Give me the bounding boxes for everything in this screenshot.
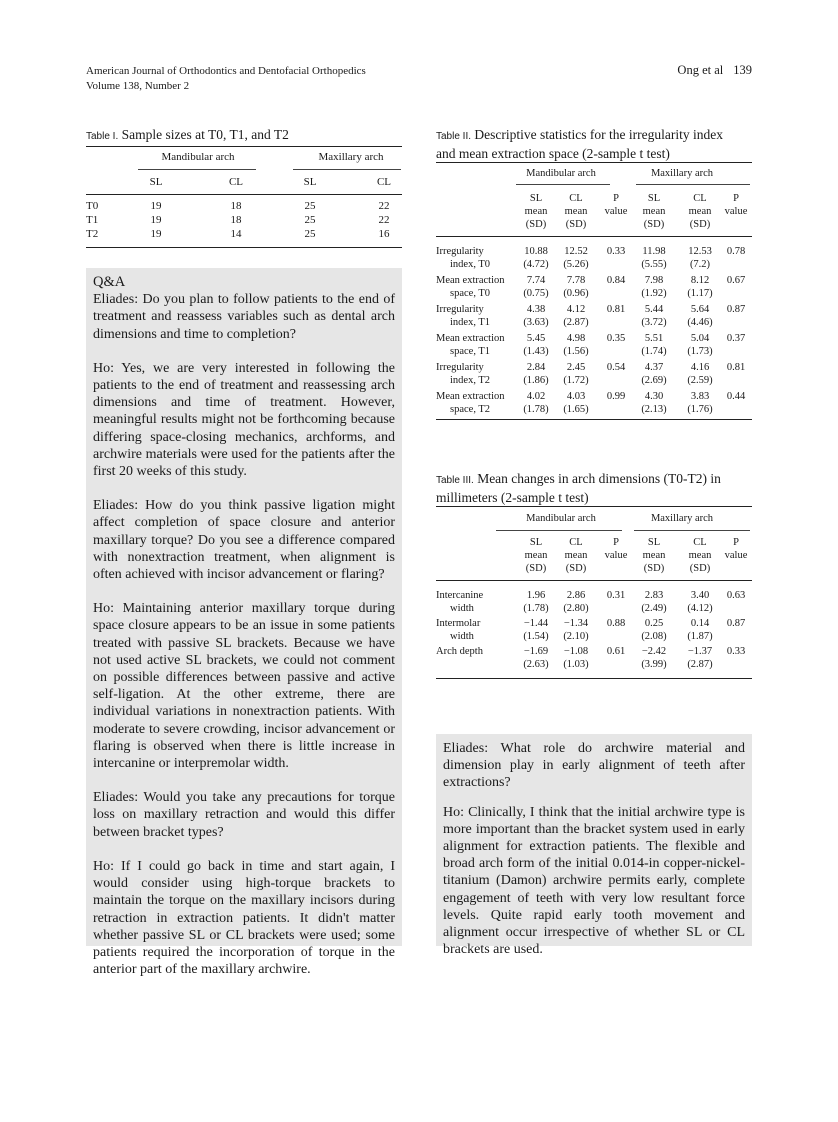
table2-cell: 7.74 [526, 275, 546, 286]
journal-volume: Volume 138, Number 2 [86, 80, 190, 92]
journal-name: American Journal of Orthodontics and Dentofacial Orthopedics [86, 65, 366, 77]
table2-cell: 4.03 [566, 391, 586, 402]
table2-row-label: Mean extraction [436, 391, 505, 402]
table-1-group-mandibular: Mandibular arch [161, 151, 235, 163]
table2-cell: 11.98 [642, 246, 666, 257]
table3-row-label: width [450, 631, 474, 642]
table2-row-label: index, T1 [450, 317, 491, 328]
table2-col-head: P [733, 193, 739, 204]
table2-col-head: value [604, 206, 628, 217]
table3-col-head: value [604, 550, 628, 561]
table3-col-head: (SD) [689, 563, 711, 574]
table-1-cell: 19 [150, 214, 162, 226]
table2-cell-sd: (4.72) [523, 259, 549, 270]
table-1-col-header: CL [376, 176, 392, 188]
question-4: Eliades: What role do archwire material and dimension play in early alignment of teeth after extractions? [443, 741, 745, 791]
table-2-title-line2: and mean extraction space (2-sample t test) [436, 146, 670, 161]
answer-3: Ho: If I could go back in time and start again, I would consider using high-torque brackets to maintain the torque on the maxillary incisors during retraction in extraction patients. It didn't matter whether passive SL or CL brackets were used; some patients required the incorporation of torque in the anterior part of the maxillary archwire. [93, 858, 395, 978]
table-2-group-maxillary: Maxillary arch [650, 168, 714, 179]
table2-cell: 0.81 [726, 362, 746, 373]
table2-col-head: CL [569, 193, 583, 204]
table-2-label: Table II. [436, 131, 472, 142]
table-2-group-mandibular: Mandibular arch [526, 168, 596, 179]
table-3-label: Table III. [436, 475, 474, 486]
table2-row-label: Irregularity [436, 246, 484, 257]
table3-row-label: Intermolar [436, 618, 481, 629]
table3-cell: 0.87 [726, 618, 746, 629]
table2-cell: 5.64 [690, 304, 710, 315]
table2-cell: 2.45 [566, 362, 586, 373]
table3-cell-sd: (1.03) [563, 659, 589, 670]
table2-cell-sd: (3.63) [523, 317, 549, 328]
table2-row-label: Mean extraction [436, 333, 505, 344]
table2-cell: 10.88 [524, 246, 548, 257]
table2-col-head: (SD) [525, 219, 547, 230]
table3-cell-sd: (2.10) [563, 631, 589, 642]
table2-cell: 4.30 [644, 391, 664, 402]
table3-cell: 0.88 [606, 618, 626, 629]
table3-cell-sd: (3.99) [641, 659, 667, 670]
table2-cell-sd: (2.13) [641, 404, 667, 415]
table2-cell-sd: (0.96) [563, 288, 589, 299]
table2-cell: 0.84 [606, 275, 626, 286]
table-3-group-mandibular: Mandibular arch [526, 513, 596, 524]
table3-cell-sd: (1.54) [523, 631, 549, 642]
table-2-title-line1: Descriptive statistics for the irregularity index [474, 127, 723, 142]
table2-cell-sd: (7.2) [689, 259, 711, 270]
table3-col-head: CL [693, 537, 707, 548]
table2-row-label: Irregularity [436, 362, 484, 373]
table2-cell-sd: (1.43) [523, 346, 549, 357]
table2-cell: 8.12 [690, 275, 710, 286]
table2-cell-sd: (1.65) [563, 404, 589, 415]
table2-cell: 4.16 [690, 362, 710, 373]
table-1-row-label: T2 [86, 228, 99, 240]
table-1 [86, 126, 402, 256]
table2-cell-sd: (1.56) [563, 346, 589, 357]
table-1-col-header: CL [228, 176, 244, 188]
table3-row-label: width [450, 603, 474, 614]
table3-col-head: SL [647, 537, 661, 548]
table2-cell-sd: (5.55) [641, 259, 667, 270]
table-1-col-header: SL [149, 176, 163, 188]
table3-cell-sd: (2.49) [641, 603, 667, 614]
table3-cell-sd: (2.63) [523, 659, 549, 670]
table2-cell: 4.38 [526, 304, 546, 315]
table2-cell-sd: (1.78) [523, 404, 549, 415]
table2-cell-sd: (2.59) [687, 375, 713, 386]
table-1-row-label: T1 [86, 214, 99, 226]
table-3-group-maxillary: Maxillary arch [650, 513, 714, 524]
table3-cell: −1.34 [563, 618, 589, 629]
running-header-left [86, 64, 366, 94]
table3-col-head: mean [524, 550, 548, 561]
table-1-cell: 22 [378, 200, 390, 212]
table2-cell-sd: (5.26) [563, 259, 589, 270]
table2-cell: 7.98 [644, 275, 664, 286]
table2-cell: 5.45 [526, 333, 546, 344]
table2-cell: 0.78 [726, 246, 746, 257]
question-2: Eliades: How do you think passive ligation might affect completion of space closure and anterior maxillary torque? Do you see a difference compared with nonextraction treatment, when alignment is often achieved with incisor advancement or flaring? [93, 498, 395, 583]
table2-cell-sd: (1.86) [523, 375, 549, 386]
table3-col-head: (SD) [643, 563, 665, 574]
table3-cell: −2.42 [641, 646, 667, 657]
table-1-group-maxillary: Maxillary arch [318, 151, 384, 163]
table-1-cell: 22 [378, 214, 390, 226]
answer-4: Ho: Clinically, I think that the initial archwire type is more important than the bracket system used in early alignment for extraction patients. The flexible and broad arch form of the initial 0.014-in copper-nickel-titanium (Damon) archwire permits early, complete engagement of teeth with very low resultant force levels. Quite rapid early tooth movement and alignment occur irrespective of whether SL or CL brackets are used. [443, 804, 745, 958]
table3-cell: 0.61 [606, 646, 626, 657]
table2-cell: 7.78 [566, 275, 586, 286]
table2-cell-sd: (4.46) [687, 317, 713, 328]
table2-cell-sd: (3.72) [641, 317, 667, 328]
table2-row-label: Mean extraction [436, 275, 505, 286]
answer-2: Ho: Maintaining anterior maxillary torque during space closure appears to be an issue in some patients treated with passive SL brackets. Because we have not used active SL brackets, we could not comment on possible differences between passive and active self-ligation. At the other extreme, there are individual variations in nonextraction patients. With moderate to severe crowding, incisor advancement or flaring is observed when there is little increase in intercanine or interpremolar width. [93, 601, 395, 772]
table2-cell: 4.12 [566, 304, 586, 315]
table3-cell: −1.44 [523, 618, 549, 629]
table2-row-label: space, T0 [450, 288, 491, 299]
table2-cell: 5.04 [690, 333, 710, 344]
answer-1: Ho: Yes, we are very interested in following the patients to the end of treatment and reassessing arch dimensions and time of treatment. However, meaningful results might not be forthcoming because differing space-closing mechanics, archforms, and archwire materials were used for the patients after the first 20 weeks of this study. [93, 360, 395, 480]
table-1-cell: 19 [150, 228, 162, 240]
page-number: 139 [733, 63, 752, 77]
table3-cell-sd: (4.12) [687, 603, 713, 614]
table2-cell: 0.37 [726, 333, 746, 344]
table3-cell: −1.69 [523, 646, 549, 657]
table3-cell: 3.40 [690, 590, 710, 601]
table3-cell-sd: (2.80) [563, 603, 589, 614]
table2-row-label: index, T0 [450, 259, 491, 270]
table3-cell: 2.86 [566, 590, 586, 601]
table-1-title: Sample sizes at T0, T1, and T2 [121, 127, 289, 142]
table-1-cell: 18 [230, 200, 242, 212]
table3-col-head: mean [688, 550, 712, 561]
running-header-right [667, 63, 752, 78]
table3-col-head: (SD) [525, 563, 547, 574]
table-3-caption [436, 470, 752, 506]
table2-cell: 4.98 [566, 333, 586, 344]
table-3-title-line1: Mean changes in arch dimensions (T0-T2) in [477, 471, 721, 486]
table2-col-head: P [613, 193, 619, 204]
table3-cell: 0.63 [726, 590, 746, 601]
table-1-cell: 14 [230, 228, 242, 240]
table-3-title-line2: millimeters (2-sample t test) [436, 490, 589, 505]
question-1: Eliades: Do you plan to follow patients to the end of treatment and reassess variables such as dental arch dimensions and time to completion? [93, 292, 395, 342]
table2-cell: 0.54 [606, 362, 626, 373]
table3-cell-sd: (2.08) [641, 631, 667, 642]
table3-cell: 0.33 [726, 646, 746, 657]
table-2-caption [436, 126, 752, 162]
table2-col-head: mean [688, 206, 712, 217]
table-2 [436, 126, 752, 426]
table2-cell-sd: (1.72) [563, 375, 589, 386]
table2-row-label: space, T1 [450, 346, 491, 357]
table3-col-head: P [733, 537, 739, 548]
table3-cell: −1.08 [563, 646, 589, 657]
table2-row-label: space, T2 [450, 404, 491, 415]
table3-col-head: P [613, 537, 619, 548]
table2-cell: 2.84 [526, 362, 546, 373]
table3-cell: 1.96 [526, 590, 546, 601]
table2-cell: 0.99 [606, 391, 626, 402]
table2-col-head: mean [564, 206, 588, 217]
table-3 [436, 470, 752, 682]
table2-cell-sd: (0.75) [523, 288, 549, 299]
table-1-cell: 19 [150, 200, 162, 212]
table3-col-head: (SD) [565, 563, 587, 574]
table3-cell: 0.14 [690, 618, 710, 629]
table2-cell-sd: (1.17) [687, 288, 713, 299]
table3-cell: 2.83 [644, 590, 664, 601]
table3-cell-sd: (1.78) [523, 603, 549, 614]
table-1-col-header: SL [303, 176, 317, 188]
table-1-cell: 25 [304, 200, 316, 212]
table3-col-head: value [724, 550, 748, 561]
table-1-cell: 25 [304, 214, 316, 226]
table2-cell-sd: (1.73) [687, 346, 713, 357]
table2-cell: 5.44 [644, 304, 664, 315]
table2-row-label: index, T2 [450, 375, 491, 386]
qa-box-right [436, 734, 752, 958]
table2-cell-sd: (2.87) [563, 317, 589, 328]
table2-cell: 0.67 [726, 275, 746, 286]
table2-cell: 4.37 [644, 362, 664, 373]
table2-cell-sd: (2.69) [641, 375, 667, 386]
table2-cell-sd: (1.92) [641, 288, 667, 299]
table2-cell-sd: (1.76) [687, 404, 713, 415]
table2-cell: 5.51 [644, 333, 664, 344]
qa-box-left [86, 268, 402, 978]
table-1-caption [86, 126, 402, 145]
table3-row-label: Intercanine [436, 590, 484, 601]
table2-row-label: Irregularity [436, 304, 484, 315]
table2-col-head: CL [693, 193, 707, 204]
table3-row-label: Arch depth [436, 646, 483, 657]
table3-cell-sd: (1.87) [687, 631, 713, 642]
table2-cell: 3.83 [690, 391, 710, 402]
table3-cell: −1.37 [687, 646, 713, 657]
table2-col-head: (SD) [643, 219, 665, 230]
table3-col-head: SL [529, 537, 543, 548]
table2-cell: 0.81 [606, 304, 626, 315]
table3-col-head: CL [569, 537, 583, 548]
table2-cell: 0.44 [726, 391, 746, 402]
table2-col-head: (SD) [565, 219, 587, 230]
table-1-row-label: T0 [86, 200, 99, 212]
table3-cell-sd: (2.87) [687, 659, 713, 670]
table-1-cell: 25 [304, 228, 316, 240]
table-1-cell: 18 [230, 214, 242, 226]
table3-col-head: mean [564, 550, 588, 561]
table2-cell: 12.53 [688, 246, 712, 257]
author-names: Ong et al [677, 63, 724, 77]
table3-cell: 0.25 [644, 618, 664, 629]
table2-cell: 4.02 [526, 391, 546, 402]
table2-col-head: (SD) [689, 219, 711, 230]
table2-cell-sd: (1.74) [641, 346, 667, 357]
table3-col-head: mean [642, 550, 666, 561]
question-3: Eliades: Would you take any precautions for torque loss on maxillary retraction and would this differ between bracket types? [93, 790, 395, 840]
table2-col-head: mean [524, 206, 548, 217]
table2-cell: 12.52 [564, 246, 588, 257]
table2-col-head: mean [642, 206, 666, 217]
table2-col-head: SL [529, 193, 543, 204]
table2-col-head: SL [647, 193, 661, 204]
table3-cell: 0.31 [606, 590, 626, 601]
table2-col-head: value [724, 206, 748, 217]
table-1-label: Table I. [86, 131, 119, 142]
table2-cell: 0.87 [726, 304, 746, 315]
table2-cell: 0.35 [606, 333, 626, 344]
table2-cell: 0.33 [606, 246, 626, 257]
qa-heading: Q&A [93, 274, 126, 290]
table-1-cell: 16 [378, 228, 390, 240]
